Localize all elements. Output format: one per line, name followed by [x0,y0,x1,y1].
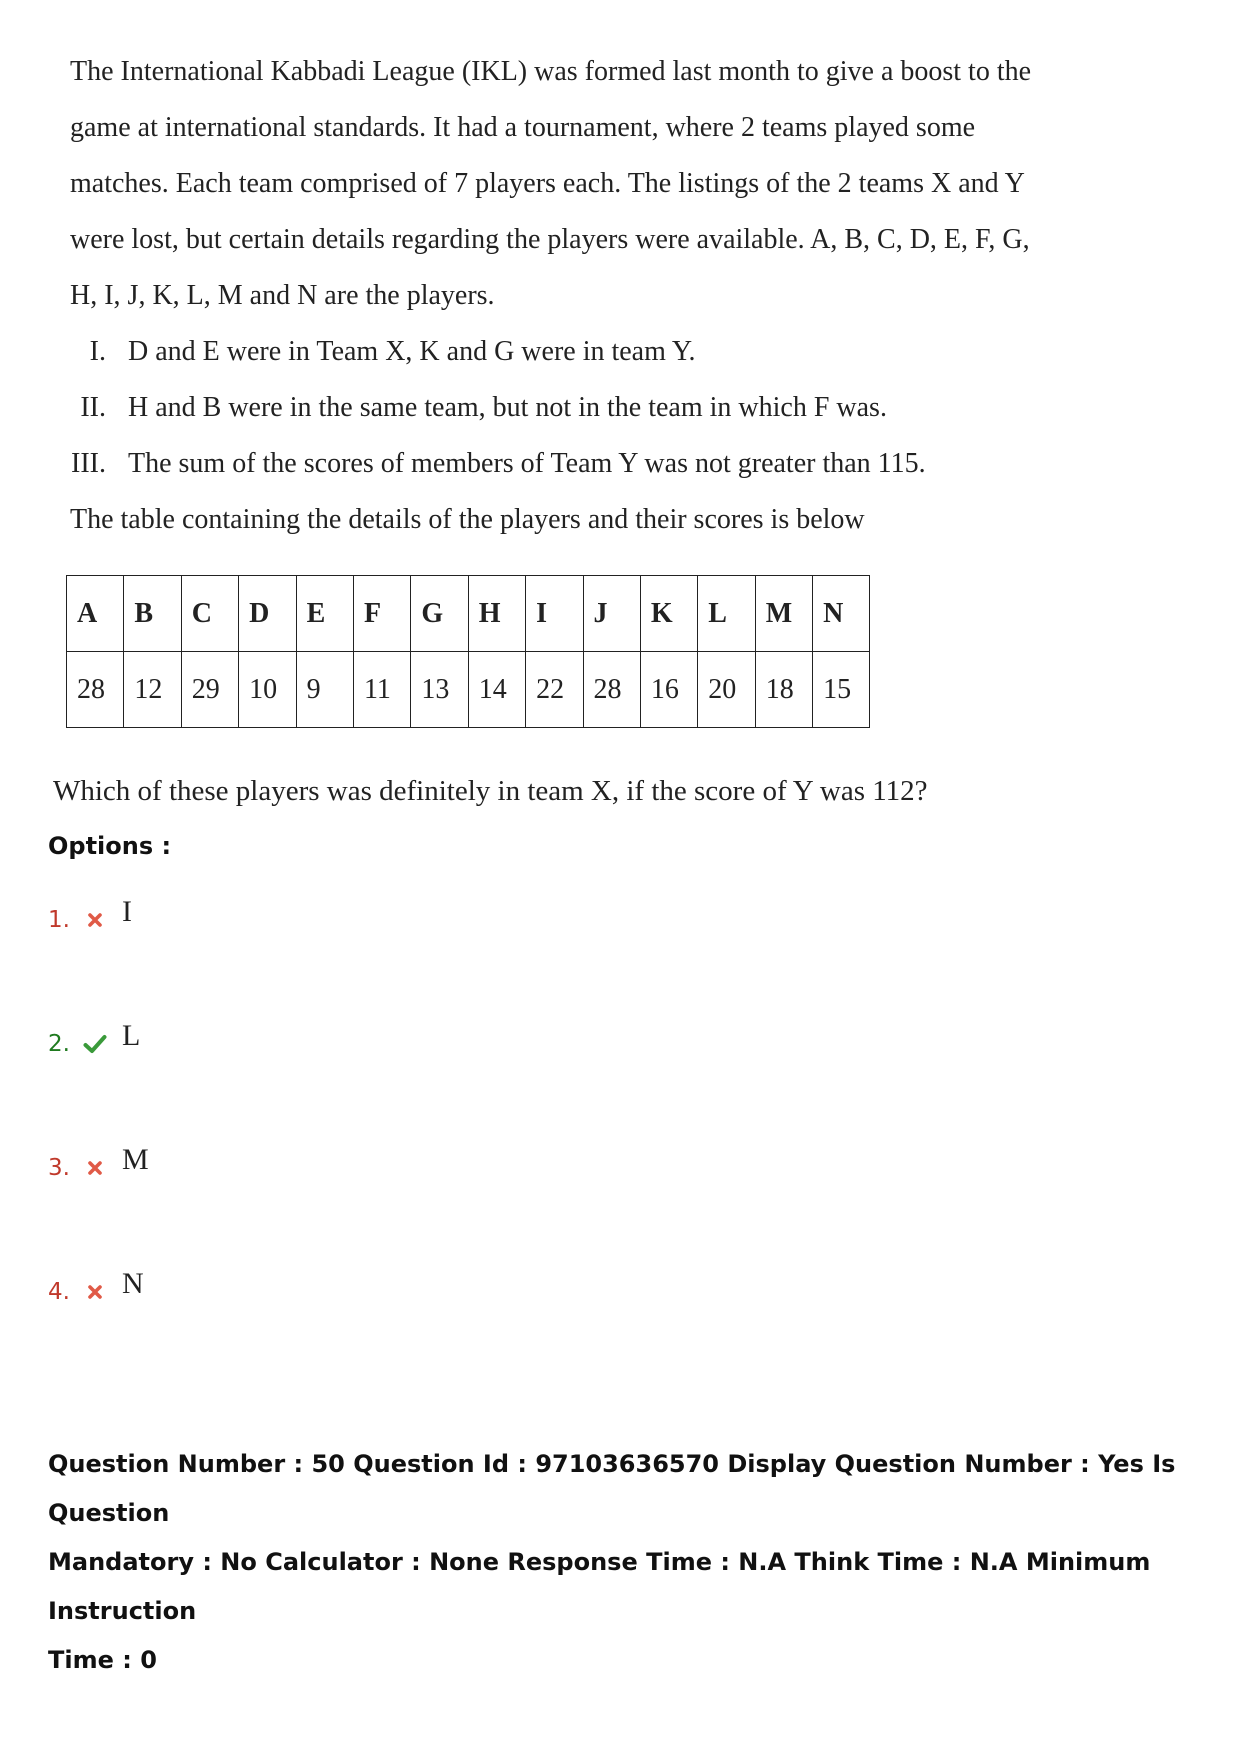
question-text: Which of these players was definitely in team X, if the score of Y was 112? [53,775,928,807]
table-score-row [67,652,870,728]
score-cell: 28 [67,652,124,728]
score-cell: 29 [181,652,238,728]
score-cell: 18 [755,652,812,728]
player-header-cell: D [239,576,296,652]
score-cell: 12 [124,652,181,728]
score-cell: 10 [239,652,296,728]
player-header-cell: I [526,576,583,652]
condition-number: II. [80,392,106,423]
player-header-cell: G [411,576,468,652]
player-header-cell: J [583,576,640,652]
score-cell: 28 [583,652,640,728]
cross-icon [78,1284,112,1300]
score-cell: 15 [813,652,870,728]
passage-line: game at international standards. It had a tournament, where 2 teams played some [70,112,976,143]
player-header-cell: H [468,576,525,652]
option-text: N [122,1267,144,1300]
condition-item [70,380,950,436]
question-metadata [48,1440,1208,1685]
option-number: 1. [48,907,70,933]
score-cell: 9 [296,652,353,728]
condition-text: The sum of the scores of members of Team Y was not greater than 115. [128,448,926,479]
player-score-table [66,575,870,728]
passage-line: H, I, J, K, L, M and N are the players. [70,280,495,311]
table-intro: The table containing the details of the players and their scores is below [70,504,865,535]
option-3[interactable] [48,1143,149,1188]
cross-icon [78,1160,112,1176]
player-header-cell: B [124,576,181,652]
options-label: Options : [48,832,172,860]
condition-text: D and E were in Team X, K and G were in team Y. [128,336,696,367]
passage [70,44,1032,548]
score-cell: 13 [411,652,468,728]
option-1[interactable] [48,895,132,940]
player-header-cell: A [67,576,124,652]
condition-item [70,324,950,380]
score-cell: 16 [640,652,697,728]
option-text: I [122,895,132,928]
cross-icon [78,912,112,928]
option-number: 4. [48,1279,70,1305]
option-text: L [122,1019,141,1052]
option-2[interactable] [48,1019,141,1064]
option-4[interactable] [48,1267,144,1312]
player-header-cell: E [296,576,353,652]
check-icon [78,1034,112,1054]
table-header-row [67,576,870,652]
metadata-line: Question Number : 50 Question Id : 97103636570 Display Question Number : Yes Is Question [48,1450,1176,1527]
condition-number: I. [89,336,106,367]
passage-line: The International Kabbadi League (IKL) was formed last month to give a boost to the [70,56,1032,87]
passage-line: were lost, but certain details regarding the players were available. A, B, C, D, E, F, G, [70,224,1030,255]
condition-text: H and B were in the same team, but not in the team in which F was. [128,392,887,423]
score-cell: 20 [698,652,755,728]
option-text: M [122,1143,149,1176]
passage-line: matches. Each team comprised of 7 players each. The listings of the 2 teams X and Y [70,168,1025,199]
metadata-line: Mandatory : No Calculator : None Response Time : N.A Think Time : N.A Minimum Instruction [48,1548,1151,1625]
metadata-line: Time : 0 [48,1646,157,1674]
player-header-cell: K [640,576,697,652]
score-cell: 14 [468,652,525,728]
option-number: 3. [48,1155,70,1181]
player-header-cell: F [353,576,410,652]
condition-number: III. [71,448,106,479]
player-header-cell: C [181,576,238,652]
condition-item [70,436,950,492]
player-header-cell: L [698,576,755,652]
player-header-cell: M [755,576,812,652]
score-cell: 11 [353,652,410,728]
score-cell: 22 [526,652,583,728]
option-number: 2. [48,1031,70,1057]
player-header-cell: N [813,576,870,652]
